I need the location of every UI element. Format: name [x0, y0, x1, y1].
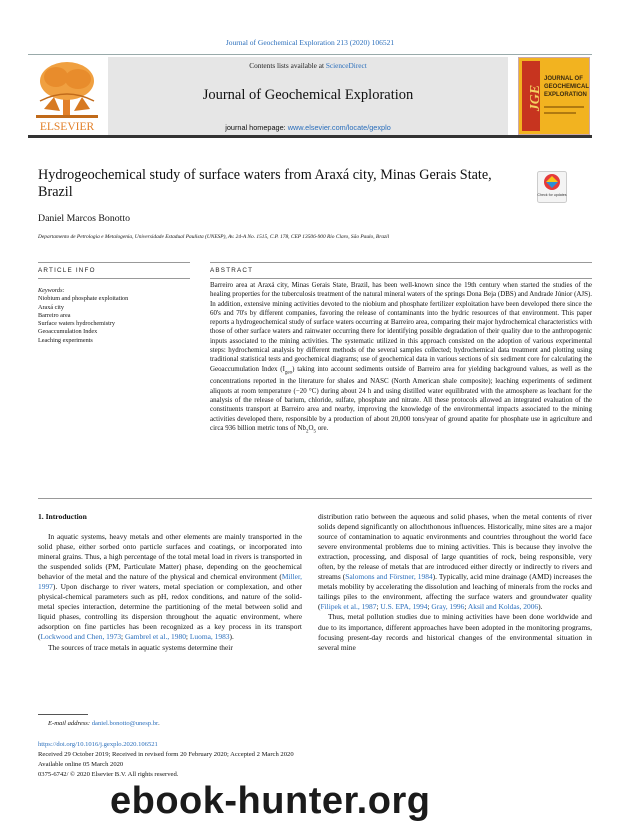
reference-link[interactable]: Lockwood and Chen, 1973 — [40, 632, 122, 642]
author-email-footnote — [48, 720, 160, 727]
reference-link[interactable]: U.S. EPA, 1994 — [380, 602, 428, 612]
intro-paragraph-1 — [38, 532, 302, 643]
crossmark-icon — [537, 171, 567, 203]
keyword-item: Niobium and phosphate exploitation — [38, 295, 129, 303]
formula-oxygen: O — [308, 423, 314, 432]
abstract-part-3: ore. — [315, 423, 329, 432]
keyword-item: Leaching experiments — [38, 336, 93, 344]
homepage-link[interactable]: www.elsevier.com/locate/gexplo — [287, 123, 391, 132]
journal-homepage — [108, 123, 508, 132]
nb-subscript: 2 — [305, 429, 309, 435]
text-run: . — [158, 720, 160, 727]
keyword-item: Geoaccumulation Index — [38, 328, 98, 336]
journal-citation[interactable]: Journal of Geochemical Exploration 213 (2020) 106521 — [225, 38, 395, 47]
reference-link[interactable]: Gambrel et al., 1980 — [124, 632, 186, 642]
author-affiliation: Departamento de Petrologia e Metalogenia, Universidade Estadual Paulista (UNESP), Av. 24-A No. 1515, C.P. 178, CEP 13506-900 Rio Claro, São Paulo, Brazil — [38, 234, 390, 240]
intro-paragraph-2: The sources of trace metals in aquatic systems determine their — [48, 642, 233, 652]
section-heading-introduction: 1. Introduction — [38, 512, 87, 521]
text-run: ). Typically, acid mine drainage (AMD) increases the metals mobility by accelerating the dissolution and leaching of minerals from the rocks and tailings piles to the environment, affecting the surface waters and groundwater quality ( — [318, 572, 592, 612]
check-for-updates-badge[interactable] — [537, 171, 567, 203]
crossmark-label: Check for updates — [537, 193, 567, 197]
footnote-rule — [38, 714, 88, 715]
contents-availability — [108, 61, 508, 70]
elsevier-wordmark: ELSEVIER — [39, 121, 95, 133]
text-run: ; — [464, 602, 468, 612]
article-info-rule-bottom — [38, 278, 190, 279]
igeo-subscript: geo — [284, 370, 293, 376]
author-email-link[interactable]: daniel.bonotto@unesp.br — [91, 720, 159, 727]
abstract-heading: ABSTRACT — [210, 267, 254, 274]
abstract-part-2: ) taking into account sediments outside of Barreiro area for yielding background values, as well as the concentrations reported in the literature for shales and NASC (North American shale composite); leaching experiments of sediment aliquots at room temperature (−20 °C) during about 24 h and using distilled water equilibrated with the atmosphere as leachant for the analysis of the release of barium, chloride, sulfate, phosphate and nitrate. All these protocols allowed an integrated evaluation of the constituents transport at Barreiro area and nearby, improving the knowledge of the environmental impacts associated to the mining activities developed there, responsible by a production of about 20,000 tons/year of ground apatite for phosphate use in agriculture and circa 936 billion metric tons of Nb — [210, 364, 592, 432]
contents-prefix: Contents lists available at — [249, 61, 326, 70]
homepage-prefix: journal homepage: — [225, 123, 288, 132]
text-run: ; — [376, 602, 381, 612]
text-run: ; — [121, 632, 125, 642]
body-column-left — [38, 532, 302, 653]
copyright-line: 0375-6742/ © 2020 Elsevier B.V. All rights reserved. — [38, 771, 179, 778]
article-info-rule-top — [38, 262, 190, 263]
journal-name: Journal of Geochemical Exploration — [202, 87, 414, 103]
text-run: distribution ratio between the aqueous and solid phases, when the metal contents of river solids depend significantly on allochthonous influences. Historically, mine sites are a major source of contamination to aquatic environments and countries throughout the world face severe environmental problems due to mining activities. This is because they involve the extraction, processing, and disposal of large quantities of rock, being responsible, very often, by the release of metals that are introduced either directly or indirectly to rivers and streams ( — [318, 512, 592, 582]
elsevier-tree-icon — [30, 57, 104, 135]
article-title: Hydrogeochemical study of surface waters from Araxá city, Minas Gerais State, Brazil — [38, 167, 492, 200]
text-run: ; — [185, 632, 190, 642]
journal-cover-image — [519, 58, 589, 134]
reference-link[interactable]: Gray, 1996 — [431, 602, 465, 612]
cover-title-line-3: EXPLORATION — [544, 92, 587, 98]
intro-paragraph-3 — [318, 512, 592, 612]
doi-link[interactable]: https://doi.org/10.1016/j.gexplo.2020.106521 — [38, 741, 158, 748]
journal-cover-thumbnail — [518, 57, 590, 135]
abstract-rule-top — [210, 262, 592, 263]
abstract-rule-bottom — [210, 278, 592, 279]
text-run: ). — [229, 632, 234, 642]
keywords-block — [38, 287, 188, 345]
abstract-part-1: Barreiro area at Araxá city, Minas Gerais State, Brazil, has been well-known since the 19th century when started the studies of the healing properties for the tuberculosis treatment of the natural mineral waters of the springs Dona Beja (DBS) and Andrade Júnior (AJS). In addition, extensive mining activities devoted to the niobium and phosphate fertilizer exploitation have been developed there since the 60's and 70's by different companies, favoring the release of contaminants into the hydric resources of that environment. This paper reports a hydrogeochemical study of surface waters occurring at Barreiro area, comparing their major hydrochemical characteristics with those of other surface waters and rainwater occurring there for identifying possible degradation of their quality due to the anthropogenic inputs associated to the mining activities. The systematic utilized in this approach consisted on the adoption of various experimental steps: hydrochemical analysis by different methods of the several samples collected; hydrochemical data treatment and plotting using traditional statistical tests and geochemical diagrams; use of geochemical data in various sections of six sediment core for calculating the Geoaccumulation Index (I — [210, 281, 592, 373]
o-subscript: 5 — [313, 429, 316, 435]
online-date: Available online 05 March 2020 — [38, 761, 124, 768]
article-info-heading: ARTICLE INFO — [38, 267, 96, 274]
reference-link[interactable]: Filipek et al., 1987 — [320, 602, 377, 612]
email-label: E-mail address: — [48, 720, 92, 727]
reference-link[interactable]: Salomons and Förstner, 1984 — [345, 572, 433, 582]
reference-link[interactable]: Miller, 1997 — [38, 572, 302, 592]
cover-abbrev: JGE — [528, 84, 543, 112]
keywords-label: Keywords: — [38, 287, 65, 294]
elsevier-logo — [30, 57, 104, 135]
keyword-item: Araxá city — [38, 303, 64, 311]
reference-link[interactable]: Luoma, 1983 — [189, 632, 230, 642]
text-run: In aquatic systems, heavy metals and other elements are mainly transported in the solid phase, either sorbed onto particle surfaces and coatings, or incorporated into mineral grains. Thus, a high percentage of the total metal load in rivers is transported in the suspended solids (PM, Particulate Matter) phase, depending on the geochemical behavior of the metal and the nature of the physical and chemical environment ( — [38, 532, 302, 582]
text-run: ; — [427, 602, 432, 612]
sciencedirect-link[interactable]: ScienceDirect — [325, 61, 367, 70]
received-dates: Received 29 October 2019; Received in revised form 20 February 2020; Accepted 2 March 2020 — [38, 751, 294, 758]
abstract-text — [210, 281, 592, 437]
cover-title-line-1: JOURNAL OF — [544, 76, 583, 82]
text-run: ). — [538, 602, 543, 612]
watermark-overlay: ebook-hunter.org — [110, 780, 431, 822]
abstract-end-rule — [38, 498, 592, 499]
cover-title-line-2: GEOCHEMICAL — [544, 84, 589, 90]
keyword-item: Barreiro area — [38, 311, 71, 319]
author-name[interactable]: Daniel Marcos Bonotto — [38, 213, 130, 224]
text-run: ). Upon discharge to river waters, metal speciation or complexation, and other physical-chemical parameters such as pH, redox conditions, and nature of the solid-metal species interaction, determine the partitioning of the metal between solid and liquid phases, controlling its dispersion throughout the aquatic environment, where adsorption on fine particles has been recognized as a key process in its transport ( — [38, 582, 302, 642]
intro-paragraph-4: Thus, metal pollution studies due to mining activities have been done worldwide and due to its importance, different approaches have been adopted in the monitoring programs, focusing present-day records and historical changes of the environmental situation in several mine — [318, 612, 592, 652]
body-column-right — [318, 512, 592, 653]
keyword-item: Surface waters hydrochemistry — [38, 320, 115, 328]
reference-link[interactable]: Aksil and Koldas, 2006 — [467, 602, 539, 612]
